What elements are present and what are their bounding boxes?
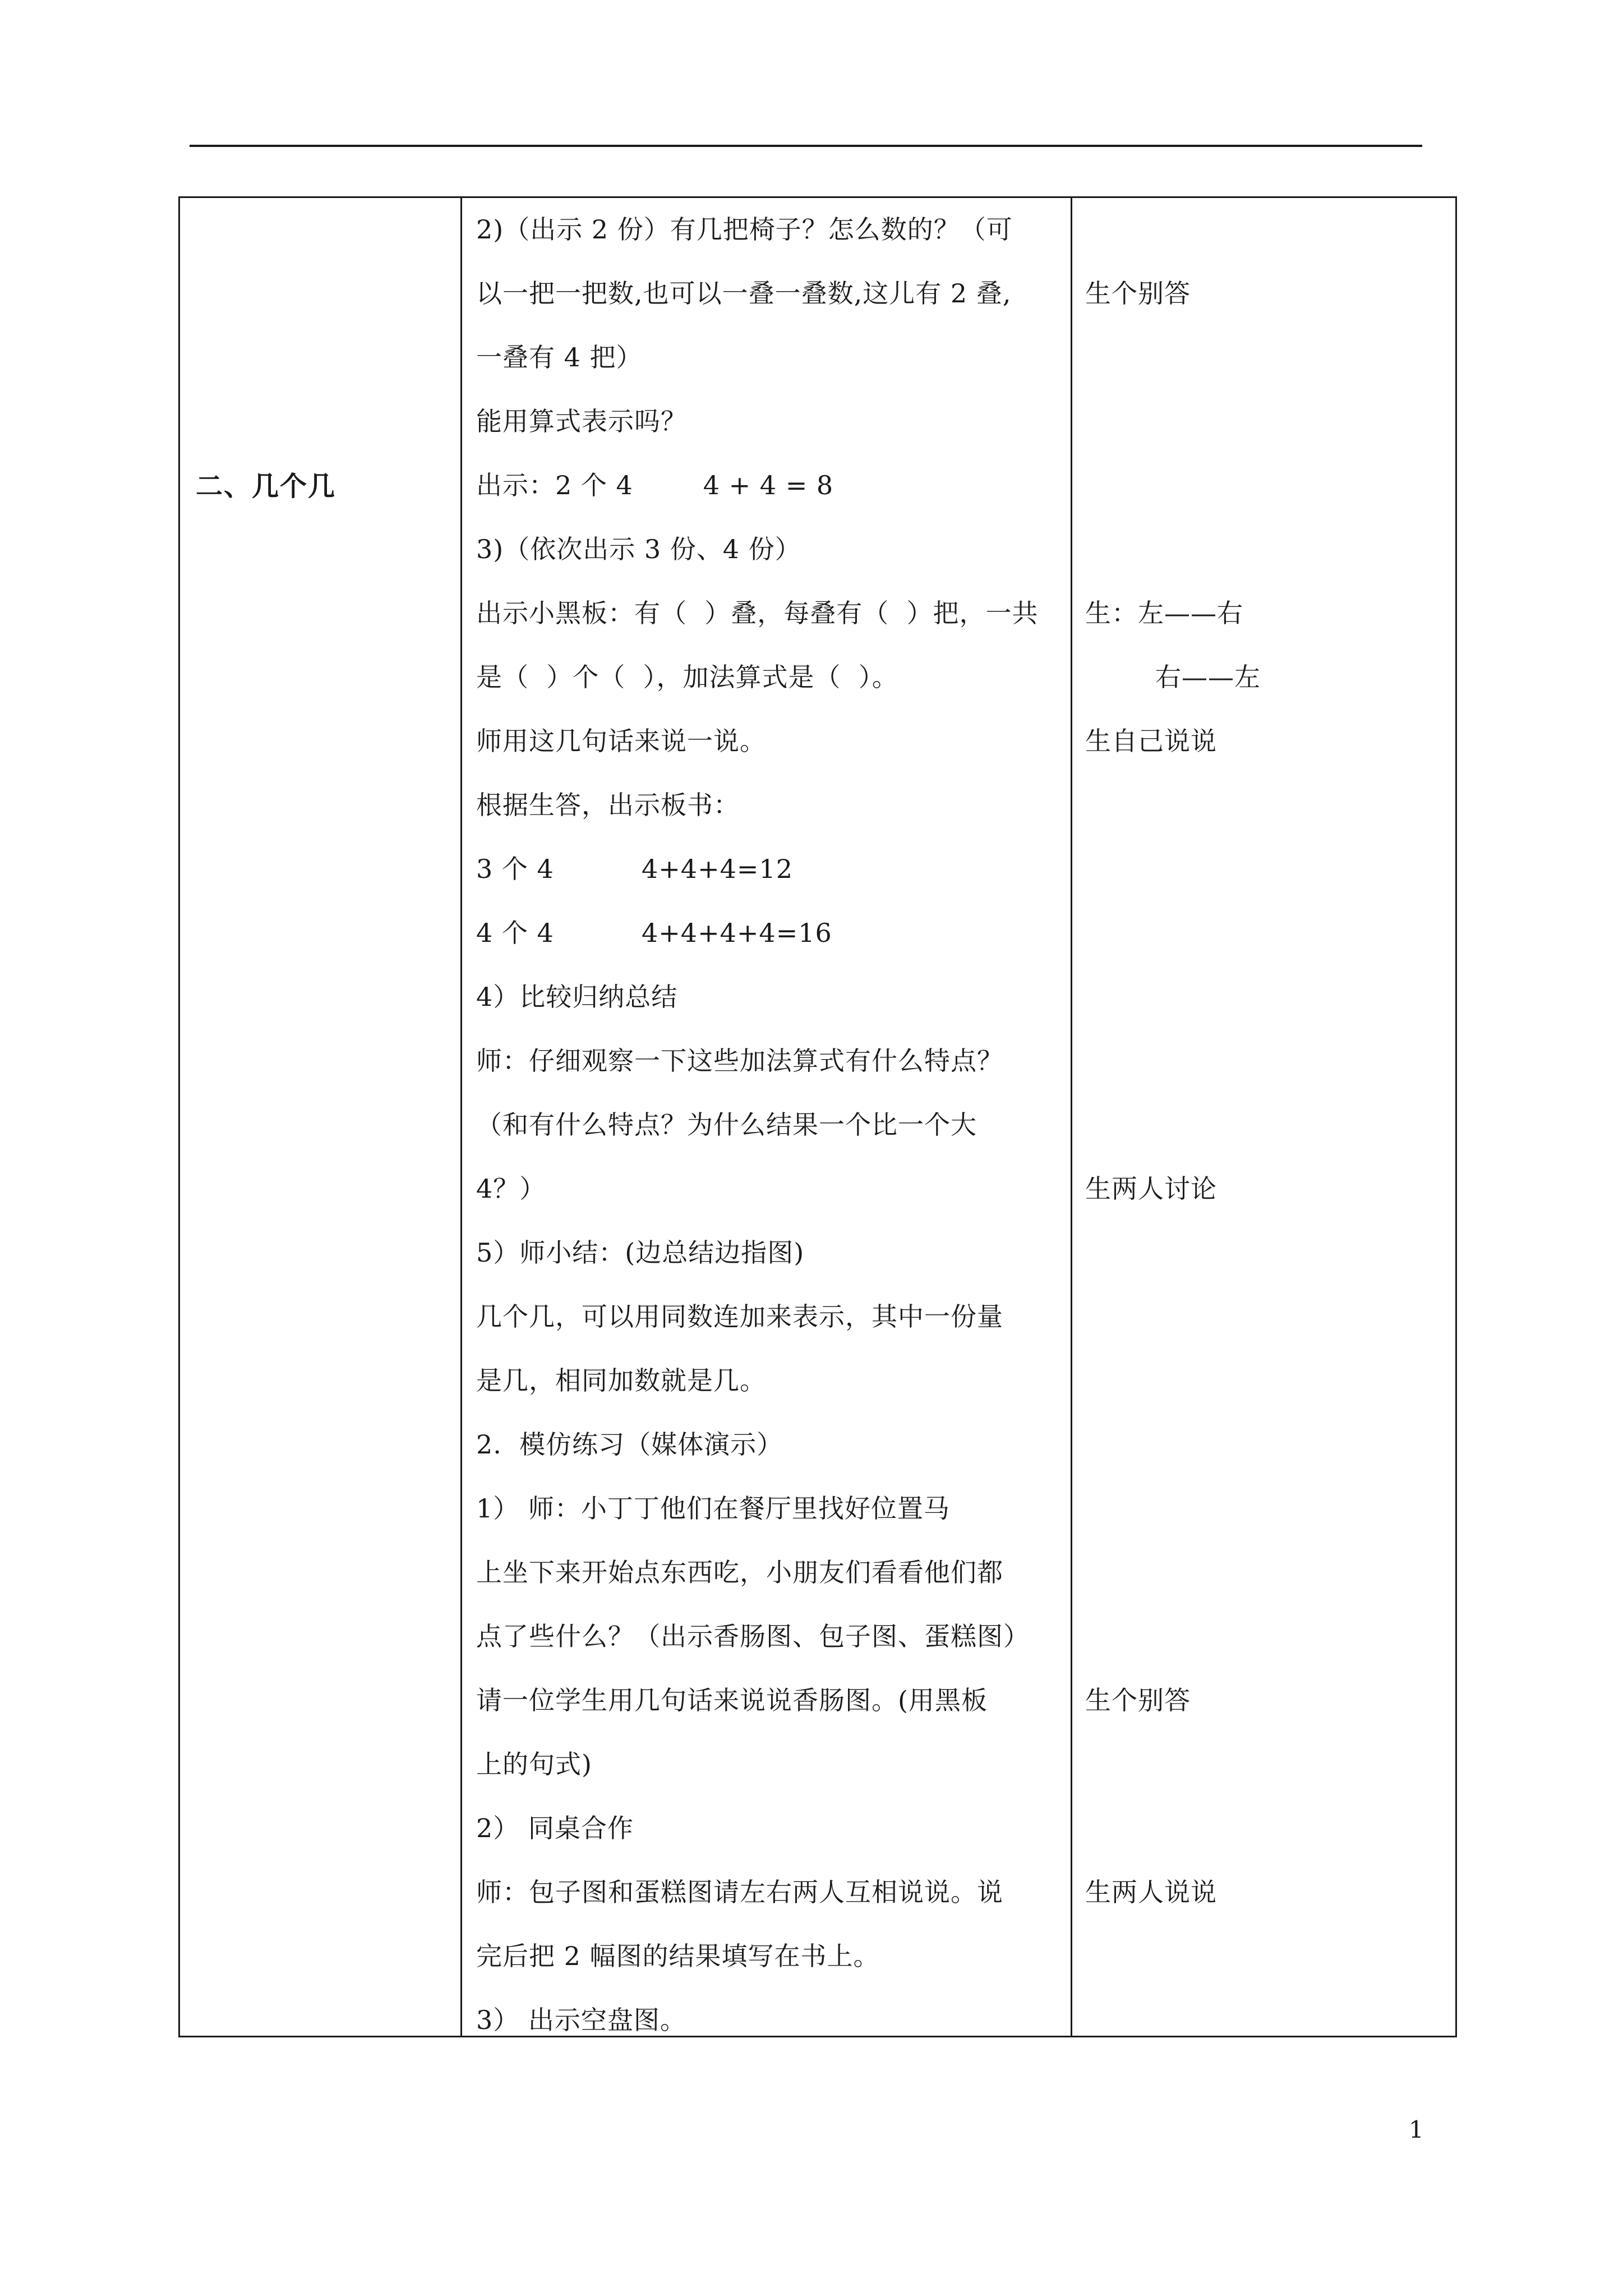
- teaching-line: 出示小黑板：有（ ）叠，每叠有（ ）把，一共: [476, 598, 1039, 628]
- teaching-line: 根据生答，出示板书：: [476, 790, 740, 820]
- teaching-line: 5）师小结：(边总结边指图): [476, 1237, 805, 1268]
- teaching-line: 师用这几句话来说一说。: [476, 726, 766, 756]
- teaching-line: 4）比较归纳总结: [476, 982, 678, 1012]
- teaching-line: 师：包子图和蛋糕图请左右两人互相说说。说: [476, 1877, 1003, 1907]
- student-line: 生两人说说: [1085, 1877, 1217, 1907]
- teaching-line: 1） 师：小丁丁他们在餐厅里找好位置马: [476, 1493, 950, 1524]
- student-line: 生个别答: [1085, 278, 1191, 309]
- teaching-line: 2)（出示 2 份）有几把椅子？怎么数的？（可: [476, 214, 1013, 245]
- teaching-line: 4 个 4 4+4+4+4=16: [476, 918, 832, 948]
- student-line: 生两人讨论: [1085, 1174, 1217, 1204]
- student-line: 右——左: [1085, 662, 1261, 692]
- teaching-line: 是几，相同加数就是几。: [476, 1365, 766, 1396]
- teaching-line: 几个几，可以用同数连加来表示，其中一份量: [476, 1301, 1003, 1332]
- teaching-line: 师：仔细观察一下这些加法算式有什么特点？: [476, 1046, 1003, 1076]
- teaching-line: 请一位学生用几句话来说说香肠图。(用黑板: [476, 1685, 988, 1715]
- section-title: 二、几个几: [196, 471, 336, 502]
- teaching-line: 3） 出示空盘图。: [476, 2005, 686, 2035]
- column-divider-1: [460, 198, 462, 2036]
- student-line: 生：左——右: [1085, 598, 1243, 628]
- teaching-line: 3)（依次出示 3 份、4 份）: [476, 534, 801, 564]
- teaching-line: 以一把一把数,也可以一叠一叠数,这儿有 2 叠,: [476, 278, 1012, 309]
- column-divider-2: [1071, 198, 1072, 2036]
- teaching-line: 能用算式表示吗？: [476, 406, 687, 436]
- student-line: 生个别答: [1085, 1685, 1191, 1715]
- header-rule: [190, 145, 1422, 147]
- teaching-line: 一叠有 4 把）: [476, 342, 643, 372]
- teaching-line: 点了些什么？（出示香肠图、包子图、蛋糕图）: [476, 1621, 1030, 1651]
- page-number: 1: [1409, 2116, 1424, 2143]
- lesson-table: [178, 196, 1457, 2037]
- teaching-line: 2. 模仿练习（媒体演示）: [476, 1429, 783, 1460]
- teaching-line: 4？）: [476, 1174, 546, 1204]
- teaching-line: （和有什么特点？为什么结果一个比一个大: [476, 1110, 977, 1140]
- teaching-line: 上的句式): [476, 1749, 592, 1779]
- student-line: 生自己说说: [1085, 726, 1217, 756]
- teaching-line: 是（ ）个（ ），加法算式是（ ）。: [476, 662, 898, 692]
- teaching-line: 出示：2 个 4 4 + 4 = 8: [476, 470, 834, 500]
- teaching-line: 2） 同桌合作: [476, 1813, 634, 1843]
- teaching-line: 3 个 4 4+4+4=12: [476, 854, 793, 884]
- teaching-line: 完后把 2 幅图的结果填写在书上。: [476, 1941, 880, 1971]
- teaching-line: 上坐下来开始点东西吃，小朋友们看看他们都: [476, 1557, 1003, 1588]
